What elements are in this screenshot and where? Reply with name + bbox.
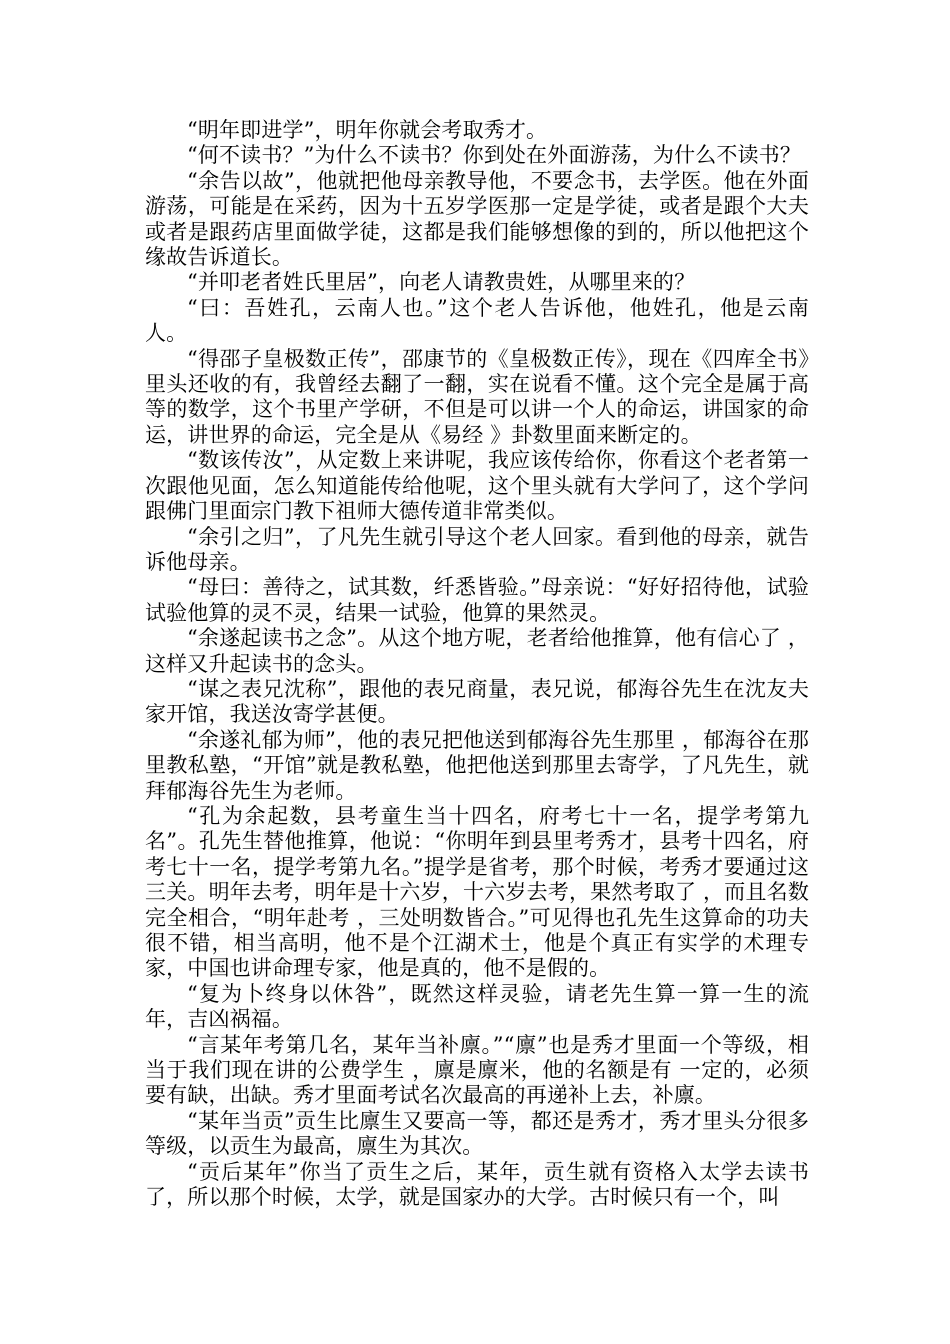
paragraph-9: “母曰：善待之，试其数，纤悉皆验。”母亲说：“好好招待他，试验试验他算的灵不灵，结果一试验，他算的果然灵。 (145, 575, 809, 625)
paragraph-17: “贡后某年”你当了贡生之后，某年，贡生就有资格入太学去读书了，所以那个时候，太学，就是国家办的大学。古时候只有一个，叫 (145, 1159, 809, 1210)
paragraph-2: “何不读书？”为什么不读书？你到处在外面游荡，为什么不读书？ (187, 143, 801, 168)
paragraph-13: “孔为余起数，县考童生当十四名，府考七十一名，提学考第九名”。孔先生替他推算，他说：“你明年到县里考秀才，县考十四名，府考七十一名，提学考第九名。”提学是省考，那个时候，考秀才要通过这三关。明年去考，明年是十六岁，十六岁去考，果然考取了 ，而且名数完全相合，“明年赴考 ，三处明数皆合。”可见得也孔先生这算命的功夫很不错，相当高明，他不是个江湖术士，他是个真正有实学的术理专家，中国也讲命理专家，他是真的，他不是假的。 (145, 803, 809, 981)
paragraph-7: “数该传汝”，从定数上来讲呢，我应该传给你，你看这个老者第一次跟他见面，怎么知道能传给他呢，这个里头就有大学问了，这个学问跟佛门里面宗门教下祖师大德传道非常类似。 (145, 448, 809, 524)
paragraph-4: “并叩老者姓氏里居”，向老人请教贵姓，从哪里来的？ (187, 270, 696, 295)
paragraph-14: “复为卜终身以休咎”，既然这样灵验，请老先生算一算一生的流年，吉凶祸福。 (145, 981, 809, 1032)
paragraph-1: “明年即进学”，明年你就会考取秀才。 (187, 118, 548, 142)
paragraph-3: “余告以故”，他就把他母亲教导他，不要念书，去学医。他在外面游荡，可能是在采药，因为十五岁学医那一定是学徒，或者是跟个大夫或者是跟药店里面做学徒，这都是我们能够想像的到的，所以他把这个缘故告诉道长。 (145, 168, 809, 270)
paragraph-8: “余引之归”，了凡先生就引导这个老人回家。看到他的母亲，就告诉他母亲。 (145, 524, 809, 574)
paragraph-6: “得邵子皇极数正传”，邵康节的《皇极数正传》，现在《四库全书》里头还收的有，我曾经去翻了一翻，实在说看不懂。这个完全是属于高等的数学，这个书里产学研，不但是可以讲一个人的命运，讲国家的命运，讲世界的命运，完全是从《易经 》卦数里面来断定的。 (145, 346, 809, 447)
document-page (145, 118, 809, 1210)
paragraph-16: “某年当贡”贡生比廪生又要高一等，都还是秀才，秀才里头分很多等级，以贡生为最高，廪生为其次。 (145, 1108, 809, 1159)
paragraph-11: “谋之表兄沈称”，跟他的表兄商量，表兄说，郁海谷先生在沈友夫家开馆，我送汝寄学甚便。 (145, 676, 809, 727)
paragraph-5: “曰：吾姓孔，云南人也。”这个老人告诉他，他姓孔，他是云南人。 (145, 295, 809, 346)
paragraph-15: “言某年考第几名，某年当补廪。”“廪”也是秀才里面一个等级，相当于我们现在讲的公费学生 ，廪是廪米，他的名额是有 一定的，必须要有缺，出缺。秀才里面考试名次最高的再递补上去，补廪。 (145, 1032, 809, 1108)
paragraph-12: “余遂礼郁为师”，他的表兄把他送到郁海谷先生那里 ，郁海谷在那里教私塾，“开馆”就是教私塾，他把他送到那里去寄学，了凡先生，就拜郁海谷先生为老师。 (145, 727, 809, 803)
paragraph-10: “余遂起读书之念”。从这个地方呢，老者给他推算，他有信心了 ，这样又升起读书的念头。 (145, 626, 809, 676)
